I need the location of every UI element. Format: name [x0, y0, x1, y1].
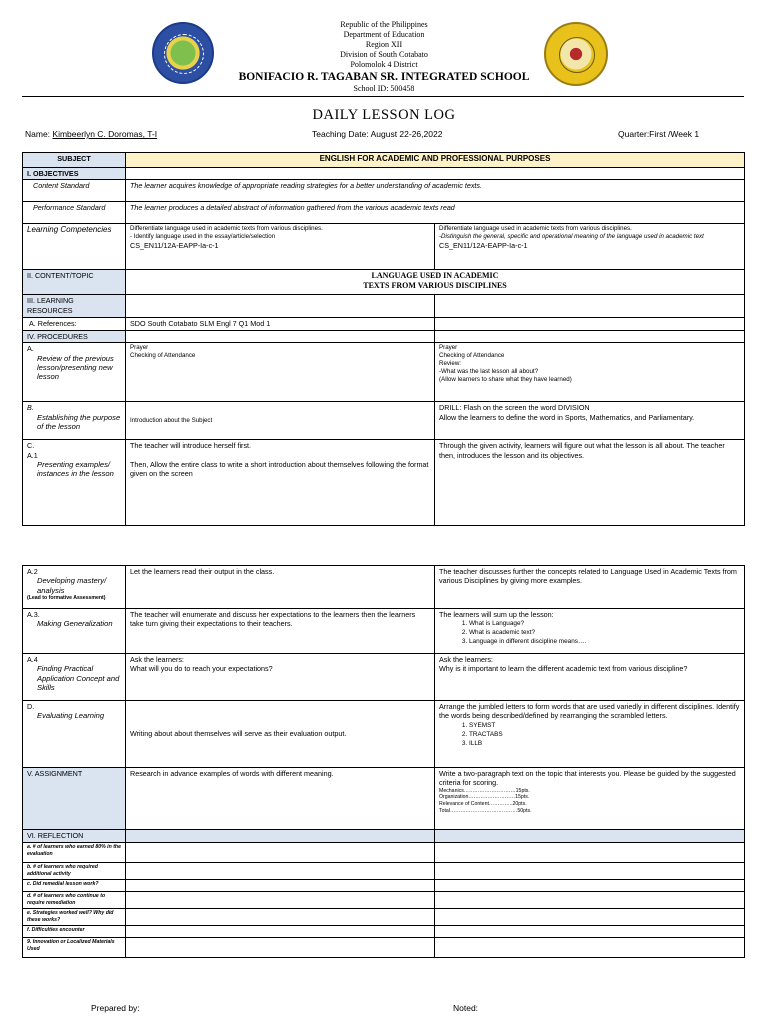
d-right: [435, 701, 745, 768]
content-topic: [126, 270, 745, 295]
references-right: [435, 318, 745, 330]
reflection-e-right: [435, 909, 745, 926]
a4-label-cell: [23, 654, 126, 701]
lc-text: - Identify language used in the essay/article/selection: [130, 233, 276, 241]
reflection-a-right: [435, 843, 745, 863]
d-left: Writing about about themselves will serve as their evaluation output.: [126, 701, 435, 768]
procedure-text: Ask the learners:: [439, 655, 493, 664]
lc-text: -Distinguish the general, specific and operational meaning of the language used in academic text: [439, 233, 704, 241]
lc-text: Differentiate language used in academic texts from various disciplines.: [130, 225, 323, 233]
procedure-title: Developing mastery/ analysis: [37, 576, 107, 595]
procedure-b-left: Introduction about the Subject: [126, 402, 435, 440]
reflection-f-left: [126, 926, 435, 938]
procedure-text: Write a two-paragraph text on the topic that interests you. Please be guided by the suggested criteria for scoring.: [439, 769, 736, 788]
reflection-b-right: [435, 863, 745, 880]
header-divider: [22, 96, 744, 97]
procedure-b-right: [435, 402, 745, 440]
subject-value: ENGLISH FOR ACADEMIC AND PROFESSIONAL PURPOSES: [126, 153, 745, 168]
list-item: 3. Language in different discipline means….: [469, 637, 740, 646]
assignment-left: Research in advance examples of words with different meaning.: [126, 768, 435, 830]
references-value: SDO South Cotabato SLM Engl 7 Q1 Mod 1: [126, 318, 435, 330]
reflection-a: a. # of learners who earned 80% in the evaluation: [23, 843, 126, 863]
learning-resources-right: [435, 295, 745, 318]
list-item: 1. SYEMST: [469, 721, 740, 730]
list-item: 2. TRACTABS: [469, 730, 740, 739]
school-name: BONIFACIO R. TAGABAN SR. INTEGRATED SCHOOL: [238, 71, 530, 83]
reflection-a-left: [126, 843, 435, 863]
noted-label: Noted:: [453, 1003, 479, 1013]
list-item: 2. What is academic text?: [469, 628, 740, 637]
procedure-text: Prayer: [130, 344, 149, 352]
performance-standard: The learner produces a detailed abstract of information gathered from the various academic texts read: [126, 202, 745, 224]
procedure-text: Checking of Attendance: [130, 352, 196, 360]
procedure-letter: C.: [27, 441, 35, 451]
learning-competencies-right: [435, 224, 745, 270]
procedure-note: (Lead to formative Assessment): [27, 595, 106, 602]
d-label-cell: [23, 701, 126, 768]
list-item: 3. ILLB: [469, 739, 740, 748]
procedure-b-label: [23, 402, 126, 440]
reflection-f-right: [435, 926, 745, 938]
topic-line: LANGUAGE USED IN ACADEMIC: [371, 271, 499, 281]
reflection-d: d. # of learners who continue to require remediation: [23, 892, 126, 909]
reflection-d-right: [435, 892, 745, 909]
learning-resources-label: III. LEARNING RESOURCES: [23, 295, 126, 318]
a2-right: The teacher discusses further the concepts related to Language Used in Academic Texts from various Disciplines by giving more examples.: [435, 566, 745, 609]
procedure-text: The teacher will introduce herself first.: [130, 441, 252, 451]
content-standard-label: Content Standard: [23, 180, 126, 202]
reflection-d-left: [126, 892, 435, 909]
reflection-b: b. # of learners who required additional activity: [23, 863, 126, 880]
procedure-a-label: [23, 343, 126, 402]
procedure-title: Finding Practical Application Concept and Skills: [37, 664, 120, 693]
lc-text: Differentiate language used in academic texts from various disciplines.: [439, 225, 632, 233]
learning-resources-left: [126, 295, 435, 318]
letterhead: [0, 20, 768, 94]
procedure-title: Evaluating Learning: [37, 711, 105, 721]
teacher-name: [25, 129, 157, 139]
quarter-week: Quarter:First /Week 1: [618, 129, 700, 139]
procedure-text: Arrange the jumbled letters to form words that are used variedly in different disciplines. Identify the words being described/defined by rearranging the scrambled letters.: [439, 702, 740, 721]
reflection-c: c. Did remedial lesson work?: [23, 880, 126, 892]
teaching-date: Teaching Date: August 22-26,2022: [312, 129, 443, 139]
procedure-text: DRILL: Flash on the screen the word DIVISION: [439, 403, 590, 413]
reflection-g-left: [126, 938, 435, 958]
header-line: Division of South Cotabato: [340, 50, 428, 59]
header-line: Polomolok 4 District: [350, 60, 418, 69]
procedure-letter: A.: [27, 344, 34, 354]
procedure-sub: A.4: [27, 655, 38, 664]
procedure-c-label: [23, 440, 126, 526]
procedure-text: Ask the learners:: [130, 655, 184, 664]
list-item: 1. What is Language?: [469, 619, 740, 628]
procedure-letter: D.: [27, 702, 35, 711]
lesson-table-part2: [22, 565, 745, 958]
procedure-text: What will you do to reach your expectations?: [130, 664, 273, 674]
criteria-item: Relevance of Content…………..20pts.: [439, 801, 527, 807]
criteria-item: Total…………………………………50pts.: [439, 807, 532, 814]
school-id: School ID: 500458: [353, 84, 415, 93]
procedure-text: Why is it important to learn the different academic text from various discipline?: [439, 664, 688, 674]
procedure-title: Establishing the purpose of the lesson: [37, 412, 121, 432]
a4-left: [126, 654, 435, 701]
reflection-right: [435, 830, 745, 843]
procedure-text: Prayer: [439, 344, 458, 352]
name-label: Name:: [25, 129, 51, 139]
procedure-text: Review:: [439, 360, 462, 368]
lesson-table-part1: [22, 152, 745, 526]
lc-code: CS_EN11/12A-EAPP-Ia-c-1: [130, 241, 219, 251]
generalization-list: [469, 619, 740, 646]
a3-left: The teacher will enumerate and discuss her expectations to the learners then the learners take turn giving their expectations to their teachers.: [126, 609, 435, 654]
name-value: Kimbeerlyn C. Doromas, T-I: [52, 129, 158, 139]
procedure-text: (Allow learners to share what they have learned): [439, 376, 572, 384]
procedure-text: -What was the last lesson all about?: [439, 368, 539, 376]
objectives-label: I. OBJECTIVES: [23, 168, 126, 180]
procedure-c-right: Through the given activity, learners will figure out what the lesson is all about. The teacher then, introduces the lesson and its objectives.: [435, 440, 745, 526]
reflection-left: [126, 830, 435, 843]
a2-label-cell: [23, 566, 126, 609]
assignment-label: V. ASSIGNMENT: [23, 768, 126, 830]
procedure-a-left: [126, 343, 435, 402]
procedure-text: Then, Allow the entire class to write a short introduction about themselves following the format given on the screen: [130, 459, 429, 479]
content-topic-label: II. CONTENT/TOPIC: [23, 270, 126, 295]
lc-code: CS_EN11/12A-EAPP-Ia-c-1: [439, 241, 528, 251]
content-standard: The learner acquires knowledge of appropriate reading strategies for a better understanding of academic texts.: [126, 180, 745, 202]
header-line: Republic of the Philippines: [340, 20, 428, 29]
header-line: Region XII: [365, 40, 403, 49]
assignment-right: [435, 768, 745, 830]
topic-line: TEXTS FROM VARIOUS DISCIPLINES: [363, 281, 507, 291]
reflection-c-left: [126, 880, 435, 892]
procedure-text: Checking of Attendance: [439, 352, 505, 360]
procedure-letter: B.: [27, 403, 34, 413]
procedure-sub: A.3.: [27, 610, 40, 619]
procedures-right: [435, 330, 745, 342]
a3-label-cell: [23, 609, 126, 654]
reflection-e: e. Strategies worked well? Why did these works?: [23, 909, 126, 926]
subject-label: SUBJECT: [23, 153, 126, 168]
scrambled-words-list: [469, 721, 740, 748]
procedures-label: IV. PROCEDURES: [23, 330, 126, 342]
reflection-g: 9. Innovation or Localized Materials Used: [23, 938, 126, 958]
criteria-item: Mechanics…………………………15pts.: [439, 787, 530, 794]
prepared-by-label: Prepared by:: [91, 1003, 140, 1013]
procedures-left: [126, 330, 435, 342]
reflection-e-left: [126, 909, 435, 926]
procedure-text: The learners will sum up the lesson:: [439, 610, 554, 619]
reflection-g-right: [435, 938, 745, 958]
procedure-title: Review of the previous lesson/presenting new lesson: [37, 353, 114, 382]
header-line: Department of Education: [343, 30, 425, 39]
references-label: A. References:: [23, 318, 126, 330]
reflection-f: f. Difficulties encounter: [23, 926, 126, 938]
procedure-sub: A.2: [27, 567, 38, 576]
procedure-sub: A.1: [27, 450, 38, 460]
procedure-title: Presenting examples/ instances in the lesson: [37, 460, 114, 479]
procedure-c-left: [126, 440, 435, 526]
performance-standard-label: Performance Standard: [23, 202, 126, 224]
procedure-text: Allow the learners to define the word in Sports, Mathematics, and Parliamentary.: [439, 412, 695, 422]
procedure-title: Making Generalization: [37, 619, 113, 629]
a3-right: [435, 609, 745, 654]
reflection-b-left: [126, 863, 435, 880]
reflection-label: VI. REFLECTION: [23, 830, 126, 843]
page-title: DAILY LESSON LOG: [312, 107, 456, 123]
objectives-cell: [126, 168, 745, 180]
procedure-a-right: [435, 343, 745, 402]
learning-competencies-label: Learning Competencies: [23, 224, 126, 270]
a4-right: [435, 654, 745, 701]
criteria-item: Organization………………………15pts.: [439, 794, 530, 801]
reflection-c-right: [435, 880, 745, 892]
learning-competencies-left: [126, 224, 435, 270]
a2-left: Let the learners read their output in the class.: [126, 566, 435, 609]
